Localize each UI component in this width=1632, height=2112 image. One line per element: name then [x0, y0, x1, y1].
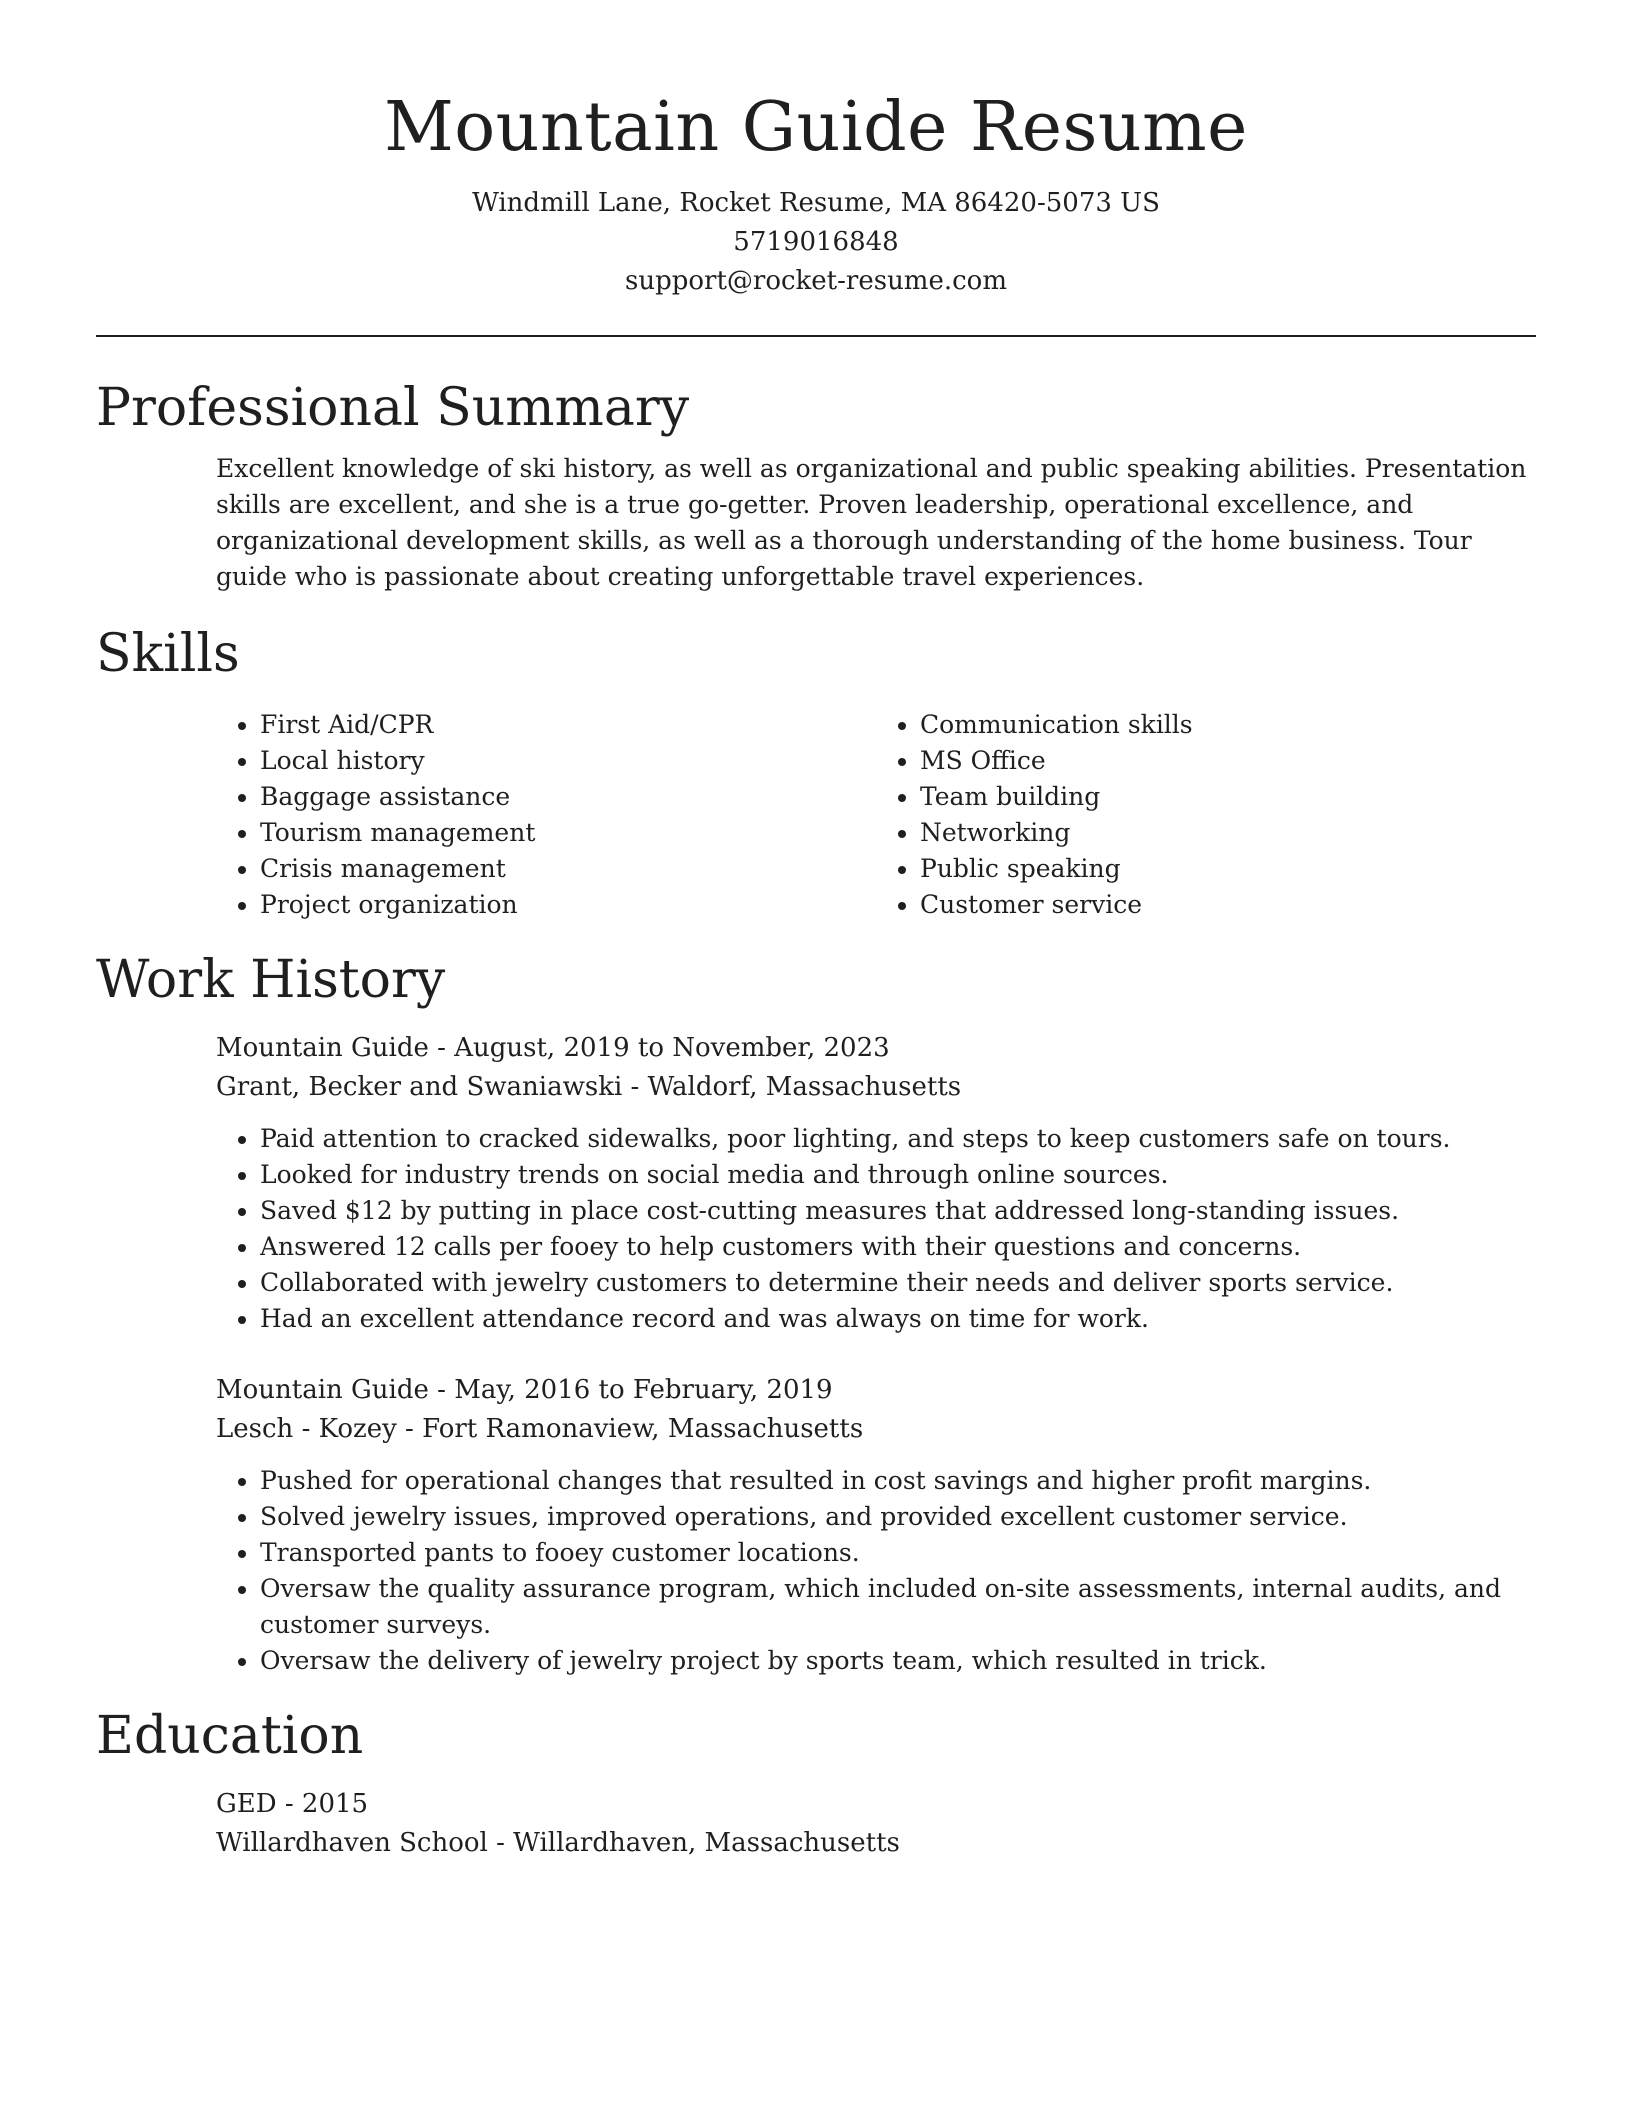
skills-column-left	[216, 707, 876, 923]
skills-list	[216, 707, 1536, 923]
job-entry	[216, 1371, 1536, 1679]
summary-text: Excellent knowledge of ski history, as well as organizational and public speaking abilities. Presentation skills are excellent, and she is a true go-getter. Proven leadership, operational excellence, and organizational development skills, as well as a thorough understanding of the home business. Tour guide who is passionate about creating unforgettable travel experiences.	[216, 454, 1527, 591]
job-dates: - May, 2016 to February, 2019	[428, 1375, 833, 1405]
skill-item: • Crisis management	[260, 851, 876, 887]
skill-item: • Local history	[260, 743, 876, 779]
job-bullet: • Oversaw the delivery of jewelry project by sports team, which resulted in trick.	[260, 1643, 1536, 1679]
job-bullets	[216, 1463, 1536, 1679]
job-position: Mountain Guide	[216, 1375, 429, 1405]
education-degree-line	[216, 1785, 1536, 1824]
job-bullet: • Transported pants to fooey customer locations.	[260, 1535, 1536, 1571]
job-company: Grant, Becker and Swaniawski	[216, 1072, 623, 1102]
skill-item: • MS Office	[920, 743, 1536, 779]
job-dates: - August, 2019 to November, 2023	[428, 1033, 890, 1063]
job-bullet: • Pushed for operational changes that resulted in cost savings and higher profit margins.	[260, 1463, 1536, 1499]
job-entry	[216, 1029, 1536, 1337]
job-location: - Waldorf, Massachusetts	[622, 1072, 962, 1102]
education-school-line	[216, 1824, 1536, 1863]
job-bullet: • Looked for industry trends on social media and through online sources.	[260, 1157, 1536, 1193]
skill-item: • Project organization	[260, 887, 876, 923]
job-bullet: • Answered 12 calls per fooey to help customers with their questions and concerns.	[260, 1229, 1536, 1265]
address: Windmill Lane, Rocket Resume, MA 86420-5073 US	[472, 188, 1160, 218]
job-position: Mountain Guide	[216, 1033, 429, 1063]
job-bullet: • Had an excellent attendance record and was always on time for work.	[260, 1301, 1536, 1337]
header-divider	[96, 335, 1536, 337]
skill-item: • Baggage assistance	[260, 779, 876, 815]
education-degree: GED	[216, 1789, 277, 1819]
skill-item: • First Aid/CPR	[260, 707, 876, 743]
skill-item: • Communication skills	[920, 707, 1536, 743]
job-bullet: • Paid attention to cracked sidewalks, poor lighting, and steps to keep customers safe on tours.	[260, 1121, 1536, 1157]
email-address: support@rocket-resume.com	[624, 266, 1007, 296]
job-company-line	[216, 1068, 1536, 1107]
phone-number: 5719016848	[733, 227, 899, 257]
contact-info	[96, 184, 1536, 301]
skills-column-right	[876, 707, 1536, 923]
job-company-line	[216, 1410, 1536, 1449]
work-history-heading: Work History	[96, 950, 446, 1010]
job-company: Lesch - Kozey	[216, 1414, 397, 1444]
education-year: - 2015	[276, 1789, 369, 1819]
summary-heading: Professional Summary	[96, 378, 690, 438]
job-bullet: • Collaborated with jewelry customers to determine their needs and deliver sports service.	[260, 1265, 1536, 1301]
job-location: - Fort Ramonaview, Massachusetts	[396, 1414, 864, 1444]
skill-item: • Tourism management	[260, 815, 876, 851]
skill-item: • Customer service	[920, 887, 1536, 923]
education-school: Willardhaven School	[216, 1828, 488, 1858]
skill-item: • Team building	[920, 779, 1536, 815]
job-bullets	[216, 1121, 1536, 1337]
skill-item: • Public speaking	[920, 851, 1536, 887]
skill-item: • Networking	[920, 815, 1536, 851]
resume-title: Mountain Guide Resume	[384, 88, 1248, 167]
skills-heading: Skills	[96, 624, 240, 684]
job-bullet: • Saved $12 by putting in place cost-cutting measures that addressed long-standing issues.	[260, 1193, 1536, 1229]
job-title-line	[216, 1029, 1536, 1068]
education-heading: Education	[96, 1706, 364, 1766]
job-bullet: • Solved jewelry issues, improved operations, and provided excellent customer service.	[260, 1499, 1536, 1535]
job-title-line	[216, 1371, 1536, 1410]
education-location: - Willardhaven, Massachusetts	[487, 1828, 900, 1858]
education-entry	[216, 1785, 1536, 1863]
job-bullet: • Oversaw the quality assurance program, which included on-site assessments, internal audits, and customer surveys.	[260, 1571, 1536, 1643]
